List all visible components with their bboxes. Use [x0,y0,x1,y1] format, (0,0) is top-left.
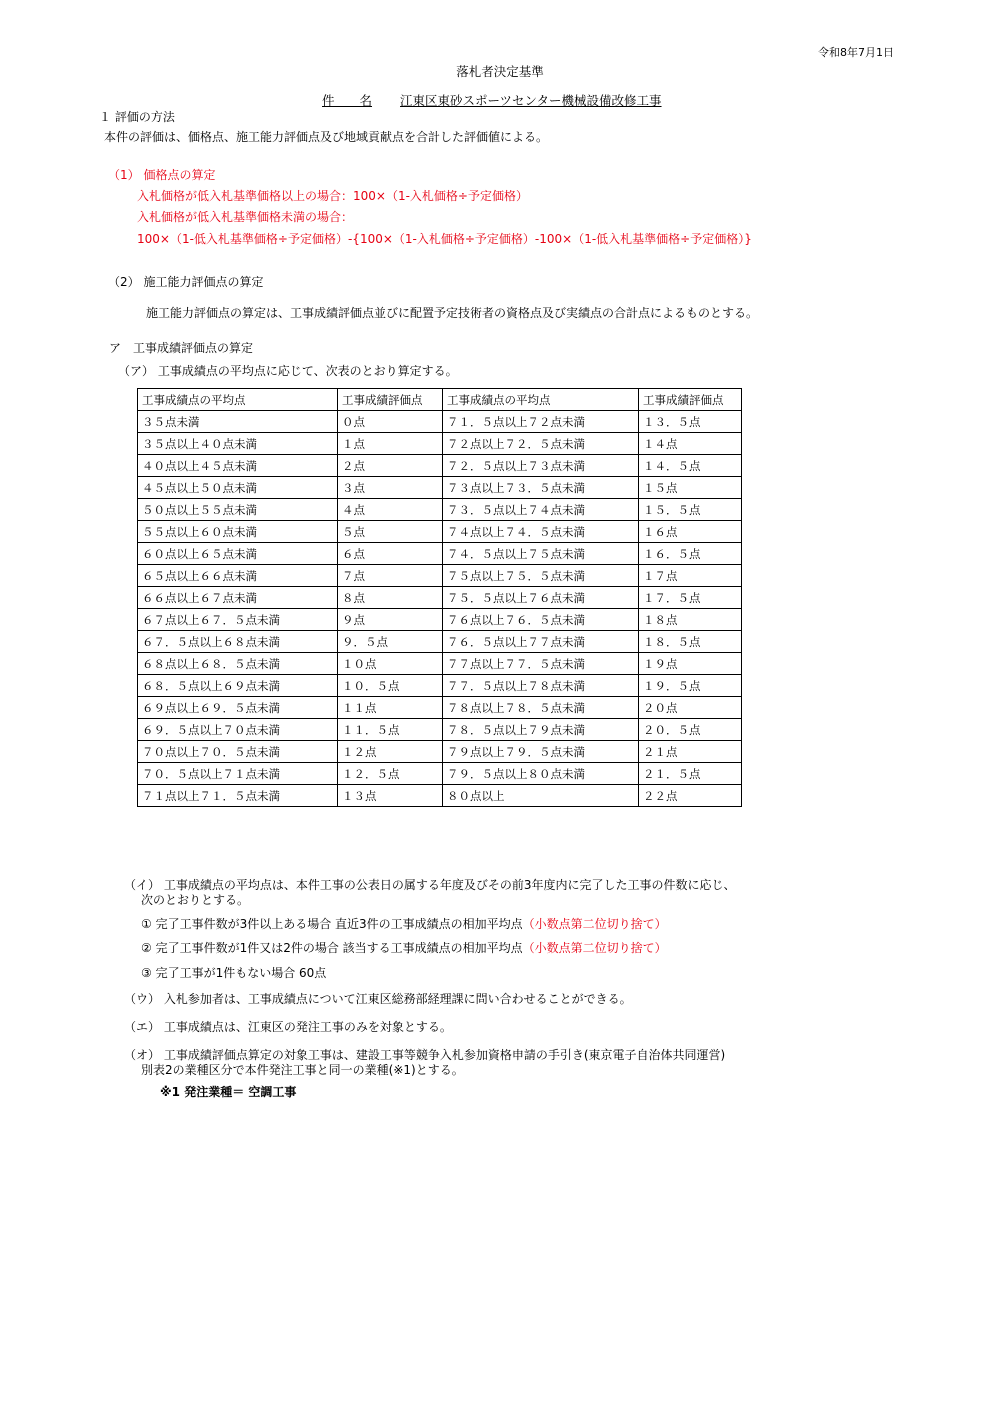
table-cell: ６８．５点以上６９点未満 [138,675,338,697]
table-cell: ２点 [338,455,443,477]
table-cell: ７７．５点以上７８点未満 [443,675,639,697]
table-cell: １点 [338,433,443,455]
table-header-row [138,389,742,411]
column-header: 工事成績評価点 [338,389,443,411]
table-cell: ５５点以上６０点未満 [138,521,338,543]
table-cell: ７５点以上７５．５点未満 [443,565,639,587]
table-cell: ７４点以上７４．５点未満 [443,521,639,543]
document-date: 令和8年7月1日 [818,46,894,59]
column-header: 工事成績点の平均点 [138,389,338,411]
table-cell: ６９．５点以上７０点未満 [138,719,338,741]
table-cell: １５．５点 [639,499,742,521]
work-score-subheading: （ア） 工事成績点の平均点に応じて、次表のとおり算定する。 [118,364,458,378]
table-cell: ２０．５点 [639,719,742,741]
case-2-text: ② 完了工事件数が1件又は2件の場合 該当する工事成績点の相加平均点 [141,941,523,955]
table-row [138,631,742,653]
price-formula-1: 入札価格が低入札基準価格以上の場合：100×（1-入札価格÷予定価格） [137,189,528,203]
work-score-heading: ア 工事成績評価点の算定 [109,341,254,355]
table-cell: ３５点未満 [138,411,338,433]
table-cell: ７点 [338,565,443,587]
table-cell: ６７．５点以上６８点未満 [138,631,338,653]
note-e: （エ） 工事成績点は、江東区の発注工事のみを対象とする。 [124,1020,452,1034]
note-o-line1: （オ） 工事成績評価点算定の対象工事は、建設工事等競争入札参加資格申請の手引き(東京電子自治体共同運営) [124,1048,726,1062]
case-1-note: （小数点第二位切り捨て） [522,917,667,931]
table-cell: ３点 [338,477,443,499]
table-row [138,675,742,697]
column-header: 工事成績評価点 [639,389,742,411]
table-cell: ７６点以上７６．５点未満 [443,609,639,631]
table-cell: ５点 [338,521,443,543]
table-cell: ７９点以上７９．５点未満 [443,741,639,763]
table-row [138,477,742,499]
document-title: 落札者決定基準 [456,64,544,79]
table-cell: ９点 [338,609,443,631]
price-formula-2: 入札価格が低入札基準価格未満の場合： [137,210,354,224]
table-cell: ７２点以上７２．５点未満 [443,433,639,455]
table-cell: １３．５点 [639,411,742,433]
table-cell: ９．５点 [338,631,443,653]
table-cell: １４点 [639,433,742,455]
table-cell: ７８．５点以上７９点未満 [443,719,639,741]
table-cell: ２１点 [639,741,742,763]
table-row [138,587,742,609]
table-cell: １８点 [639,609,742,631]
price-heading: （1） 価格点の算定 [108,168,216,182]
column-header: 工事成績点の平均点 [443,389,639,411]
subject-name: 江東区東砂スポーツセンター機械設備改修工事 [400,93,662,108]
case-1 [141,915,667,932]
table-cell: １１．５点 [338,719,443,741]
table-row [138,785,742,807]
table-cell: ０点 [338,411,443,433]
table-cell: ６０点以上６５点未満 [138,543,338,565]
table-cell: ４０点以上４５点未満 [138,455,338,477]
subject-label: 件 名 [322,93,373,108]
table-cell: ８０点以上 [443,785,639,807]
evaluation-intro: 本件の評価は、価格点、施工能力評価点及び地域貢献点を合計した評価値による。 [104,130,549,144]
price-formula-3: 100×（1-低入札基準価格÷予定価格）-{100×（1-入札価格÷予定価格）-100×（1-低入札基準価格÷予定価格）} [137,232,752,246]
table-cell: １９．５点 [639,675,742,697]
table-cell: ５０点以上５５点未満 [138,499,338,521]
table-cell: ７０点以上７０．５点未満 [138,741,338,763]
table-cell: ６６点以上６７点未満 [138,587,338,609]
table-cell: ７３．５点以上７４点未満 [443,499,639,521]
table-row [138,411,742,433]
note-u: （ウ） 入札参加者は、工事成績点について江東区総務部経理課に問い合わせることができる。 [124,992,632,1006]
note-i-line1: （イ） 工事成績点の平均点は、本件工事の公表日の属する年度及びその前3年度内に完了した工事の件数に応じ、 [124,878,736,892]
table-cell: ６７点以上６７．５点未満 [138,609,338,631]
table-cell: １９点 [639,653,742,675]
table-cell: ７１．５点以上７２点未満 [443,411,639,433]
table-cell: ６点 [338,543,443,565]
table-cell: １５点 [639,477,742,499]
table-row [138,609,742,631]
table-cell: １２点 [338,741,443,763]
table-cell: １０点 [338,653,443,675]
table-row [138,653,742,675]
table-row [138,433,742,455]
table-cell: １８．５点 [639,631,742,653]
table-cell: １６点 [639,521,742,543]
case-3: ③ 完了工事が1件もない場合 60点 [141,966,327,980]
table-cell: ８点 [338,587,443,609]
table-cell: １０．５点 [338,675,443,697]
table-cell: ７０．５点以上７１点未満 [138,763,338,785]
table-row [138,455,742,477]
table-row [138,719,742,741]
case-2-note: （小数点第二位切り捨て） [522,941,667,955]
table-cell: １１点 [338,697,443,719]
table-cell: ２１．５点 [639,763,742,785]
table-row [138,543,742,565]
capability-description: 施工能力評価点の算定は、工事成績評価点並びに配置予定技術者の資格点及び実績点の合計点によるものとする。 [146,306,759,320]
table-cell: １２．５点 [338,763,443,785]
table-row [138,499,742,521]
table-cell: ７９．５点以上８０点未満 [443,763,639,785]
case-1-text: ① 完了工事件数が3件以上ある場合 直近3件の工事成績点の相加平均点 [141,917,523,931]
table-cell: ４５点以上５０点未満 [138,477,338,499]
table-cell: ６５点以上６６点未満 [138,565,338,587]
table-row [138,741,742,763]
table-cell: ７７点以上７７．５点未満 [443,653,639,675]
table-row [138,697,742,719]
table-cell: １４．５点 [639,455,742,477]
table-cell: ７８点以上７８．５点未満 [443,697,639,719]
table-cell: ４点 [338,499,443,521]
table-cell: １３点 [338,785,443,807]
note-o-line2: 別表2の業種区分で本件発注工事と同一の業種(※1)とする。 [141,1063,464,1077]
table-cell: ３５点以上４０点未満 [138,433,338,455]
table-cell: １７．５点 [639,587,742,609]
table-cell: ７６．５点以上７７点未満 [443,631,639,653]
table-row [138,565,742,587]
capability-heading: （2） 施工能力評価点の算定 [108,275,264,289]
table-cell: １６．５点 [639,543,742,565]
footnote: ※1 発注業種＝ 空調工事 [160,1085,297,1099]
table-cell: １７点 [639,565,742,587]
subject-line [322,91,662,109]
table-cell: ７１点以上７１．５点未満 [138,785,338,807]
table-cell: ６９点以上６９．５点未満 [138,697,338,719]
case-2 [141,939,667,956]
table-cell: ７５．５点以上７６点未満 [443,587,639,609]
table-cell: ６８点以上６８．５点未満 [138,653,338,675]
table-row [138,521,742,543]
section-heading-evaluation-method: １ 評価の方法 [99,110,175,124]
table-row [138,763,742,785]
score-table [137,388,742,807]
table-cell: ７３点以上７３．５点未満 [443,477,639,499]
table-cell: ２０点 [639,697,742,719]
note-i-line2: 次のとおりとする。 [141,893,250,907]
table-cell: ７４．５点以上７５点未満 [443,543,639,565]
table-cell: ２２点 [639,785,742,807]
table-cell: ７２．５点以上７３点未満 [443,455,639,477]
